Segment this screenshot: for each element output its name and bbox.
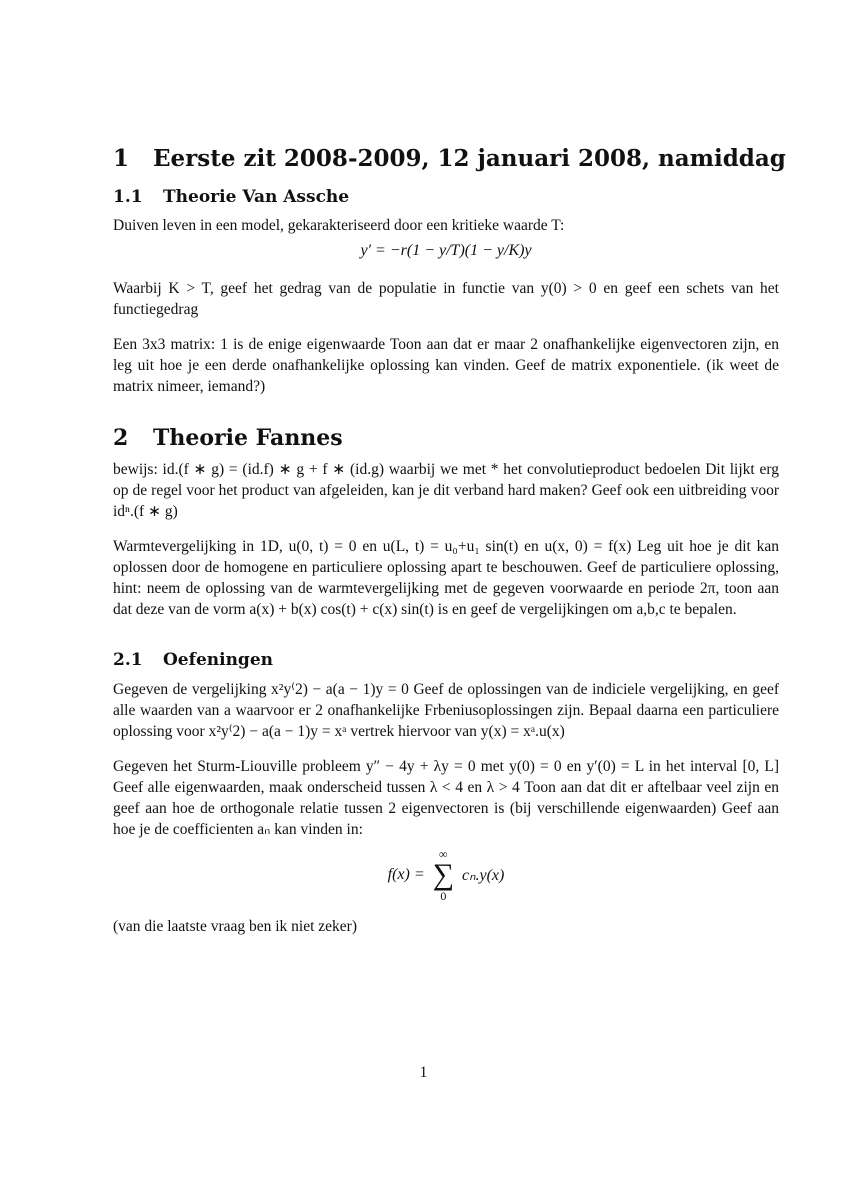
section-1-number: 1 xyxy=(113,145,130,172)
section-1-heading xyxy=(113,145,786,173)
summation-symbol xyxy=(433,848,454,902)
paragraph-matrix: Een 3x3 matrix: 1 is de enige eigenwaarde Toon aan dat er maar 2 onafhankelijke eigenvectoren zijn, en leg uit hoe je een derde onafhankelijke oplossing kan vinden. Geef de matrix exponentiele. (ik weet de matrix nimeer, iemand?) xyxy=(113,335,779,395)
paragraph-duiven: Duiven leven in een model, gekarakteriseerd door een kritieke waarde T: xyxy=(113,216,565,234)
summation-upper-limit: ∞ xyxy=(439,846,448,861)
paragraph-gegeven-vergelijking: Gegeven de vergelijking x²y⁽2) − a(a − 1)y = 0 Geef de oplossingen van de indiciele vergelijking, en geef alle waarden van a waarvoor er 2 onafhankelijke Frbeniusoplossingen zijn. Bepaal daarna een particuliere oplossing voor x²y⁽2) − a(a − 1)y = xᵃ vertrek hiervoor van y(x) = xᵃ.u(x) xyxy=(113,680,779,740)
section-1-title: Eerste zit 2008-2009, 12 januari 2008, namiddag xyxy=(153,145,786,172)
section-1-1-title: Theorie Van Assche xyxy=(163,186,350,207)
equation-logistic: y′ = −r(1 − y/T)(1 − y/K)y xyxy=(360,241,532,259)
section-2-number: 2 xyxy=(113,424,129,451)
sigma-glyph: ∑ xyxy=(432,857,455,891)
section-2-1-number: 2.1 xyxy=(113,650,143,671)
paragraph-laatste-vraag: (van die laatste vraag ben ik niet zeker) xyxy=(113,917,358,935)
paragraph-waarbij: Waarbij K > T, geef het gedrag van de populatie in functie van y(0) > 0 en geef een schets van het functiegedrag xyxy=(113,279,779,318)
paragraph-sturm-liouville: Gegeven het Sturm-Liouville probleem y″ − 4y + λy = 0 met y(0) = 0 en y′(0) = L in het interval [0, L] Geef alle eigenwaarden, maak onderscheid tussen λ < 4 en λ > 4 Toon aan dat dit er aftelbaar veel zijn en geef aan hoe de orthogonale relatie tussen 2 eigenvectoren is (bij verschillende eigenwaarden) Geef aan hoe je de coefficienten aₙ kan vinden in: xyxy=(113,757,779,838)
equation-series xyxy=(113,848,779,902)
section-2-heading xyxy=(113,425,779,451)
summation-lower-limit: 0 xyxy=(440,888,447,903)
section-2-1-heading xyxy=(113,650,779,670)
section-1-1-heading xyxy=(113,187,779,207)
section-2-title: Theorie Fannes xyxy=(153,424,343,451)
series-rhs: cₙ.y(x) xyxy=(462,866,505,884)
series-lhs: f(x) = xyxy=(387,865,425,883)
page-content xyxy=(113,145,786,951)
section-1-1-number: 1.1 xyxy=(113,186,143,207)
page-number: 1 xyxy=(419,1064,428,1081)
paragraph-bewijs: bewijs: id.(f ∗ g) = (id.f) ∗ g + f ∗ (id.g) waarbij we met * het convolutieproduct bedoelen Dit lijkt erg op de regel voor het product van afgeleiden, kan je dit verband hard maken? Geef ook een uitbreiding voor idⁿ.(f ∗ g) xyxy=(113,461,779,521)
paragraph-warmte: Warmtevergelijking in 1D, u(0, t) = 0 en u(L, t) = u₀+u₁ sin(t) en u(x, 0) = f(x) Leg uit hoe je dit kan oplossen door de homogene en particuliere oplossing apart te beschouwen. Geef de particuliere oplossing, hint: neem de oplossing van de warmtevergelijking met de gegeven voorwaarde en periode 2π, toon aan dat deze van de vorm a(x) + b(x) cos(t) + c(x) sin(t) is en geef de vergelijkingen om a,b,c te bepalen. xyxy=(113,538,779,619)
section-2-1-title: Oefeningen xyxy=(163,650,273,671)
